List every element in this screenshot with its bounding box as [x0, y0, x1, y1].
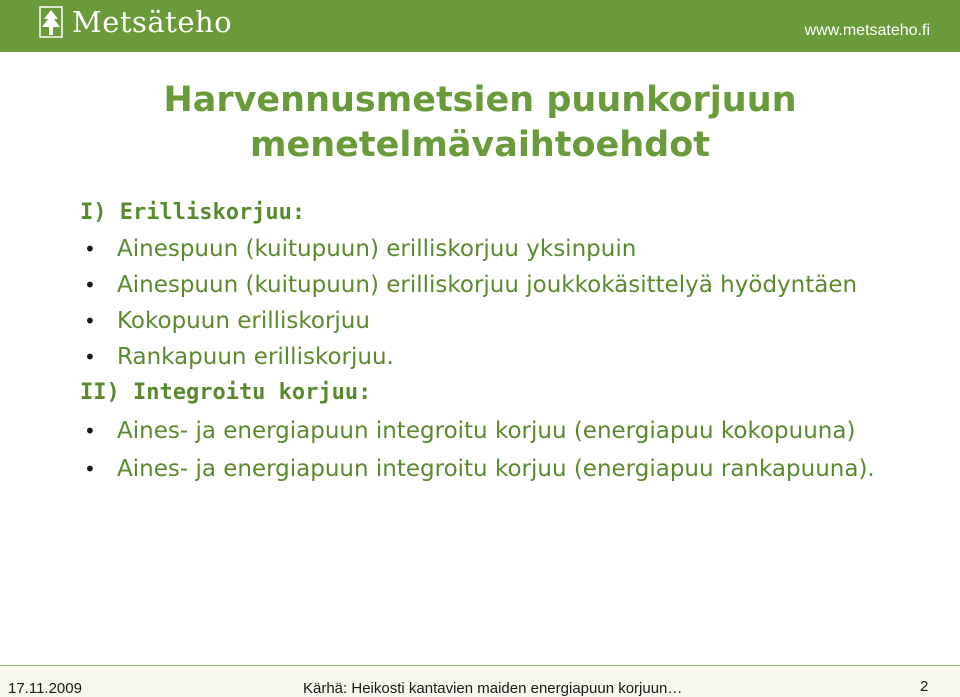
- list-item: [80, 233, 940, 265]
- list-item-text: Aines- ja energiapuun integroitu korjuu (energiapuu kokopuuna): [117, 418, 856, 444]
- bullet-icon: •: [84, 457, 96, 481]
- list-item: [80, 305, 940, 337]
- section-heading-1: I) Erilliskorjuu:: [80, 200, 306, 225]
- title-line-2: menetelmävaihtoehdot: [249, 125, 711, 165]
- title-line-1: Harvennusmetsien puunkorjuun: [163, 80, 797, 120]
- list-item-text: Ainespuun (kuitupuun) erilliskorjuu yksinpuin: [117, 236, 637, 262]
- bullet-icon: •: [84, 309, 96, 333]
- list-item: [80, 415, 940, 447]
- bullet-icon: •: [84, 273, 96, 297]
- list-item: [80, 269, 940, 301]
- page-number: 2: [920, 678, 929, 695]
- logo-text: Metsäteho: [72, 5, 233, 39]
- bullet-icon: •: [84, 345, 96, 369]
- header-bar: [0, 0, 960, 52]
- tree-logo-icon: [36, 5, 66, 39]
- list-item: [80, 341, 940, 373]
- bullet-list-2: [80, 415, 940, 485]
- list-item-text: Kokopuun erilliskorjuu: [117, 308, 370, 334]
- site-url[interactable]: www.metsateho.fi: [804, 22, 930, 39]
- bullet-icon: •: [84, 419, 96, 443]
- bullet-icon: •: [84, 237, 96, 261]
- logo[interactable]: [36, 4, 232, 40]
- list-item-text: Ainespuun (kuitupuun) erilliskorjuu joukkokäsittelyä hyödyntäen: [117, 272, 858, 298]
- list-item-text: Rankapuun erilliskorjuu.: [117, 344, 394, 370]
- section-heading-2: II) Integroitu korjuu:: [80, 380, 372, 405]
- list-item-text: Aines- ja energiapuun integroitu korjuu (energiapuu rankapuuna).: [117, 456, 875, 482]
- page-title: [0, 78, 960, 168]
- list-item: [80, 453, 940, 485]
- footer-text: Kärhä: Heikosti kantavien maiden energiapuun korjuun…: [303, 680, 683, 697]
- footer-date: 17.11.2009: [8, 680, 82, 697]
- slide-content: [80, 197, 940, 491]
- bullet-list-1: [80, 233, 940, 373]
